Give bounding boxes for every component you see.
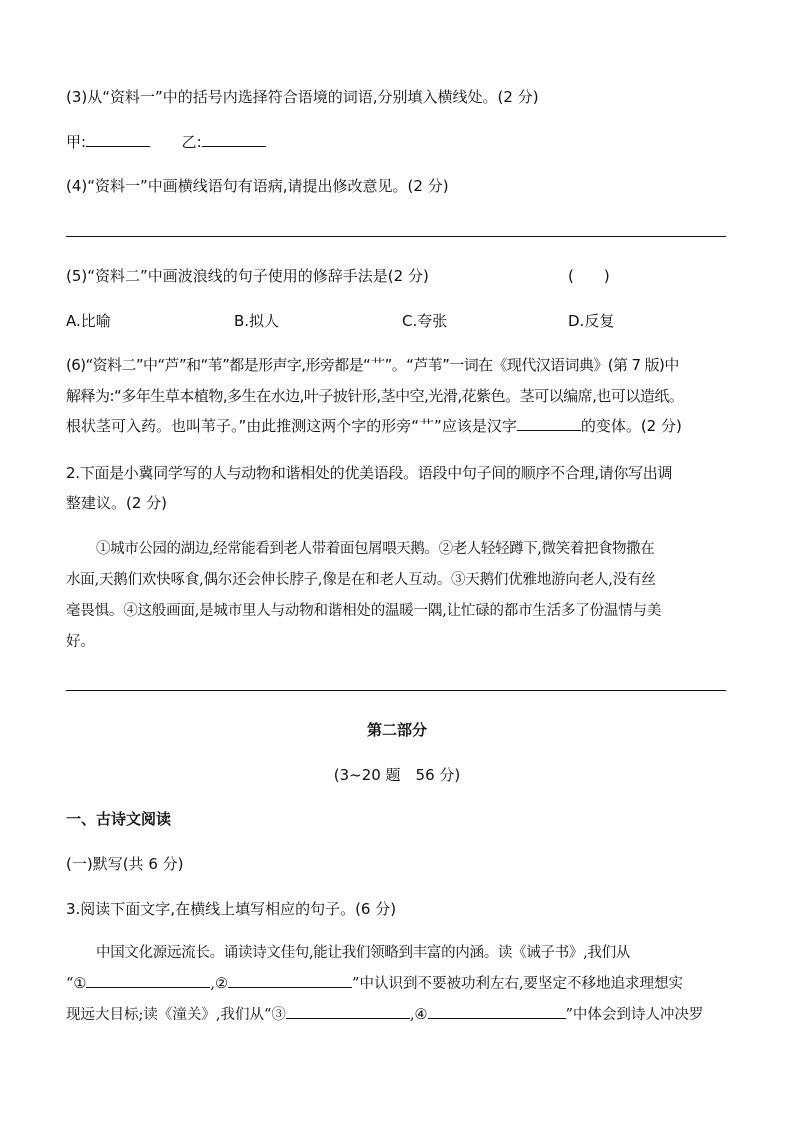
answer-blank-4[interactable] <box>428 1004 566 1019</box>
passage-line-4: 好。 <box>66 634 95 650</box>
answer-blank-q6[interactable] <box>517 416 581 431</box>
question-6-line-3 <box>66 415 730 436</box>
fill-passage-line-2 <box>66 972 683 993</box>
fill-passage-text: “① <box>66 976 87 992</box>
answer-line[interactable] <box>66 236 726 237</box>
fill-passage-line-3 <box>66 1003 703 1024</box>
question-3-prompt: (3)从“资料一”中的括号内选择符合语境的词语,分别填入横线处。(2 分) <box>66 88 539 106</box>
fill-passage-text: ,④ <box>409 1007 428 1023</box>
fill-passage-line-1: 中国文化源远流长。诵读诗文佳句,能让我们领略到丰富的内涵。读《诫子书》,我们从 <box>96 945 631 961</box>
label-yi: 乙: <box>181 133 202 151</box>
option-a[interactable]: A.比喻 <box>66 312 111 330</box>
answer-blank-1[interactable] <box>86 973 210 988</box>
option-d[interactable]: D.反复 <box>568 312 615 330</box>
label-jia: 甲: <box>66 133 87 151</box>
question-4-prompt: (4)“资料一”中画横线语句有语病,请提出修改意见。(2 分) <box>66 177 449 195</box>
fill-passage-text: 现远大目标;读《潼关》,我们从“③ <box>66 1007 286 1023</box>
passage-line-2: 水面,天鹅们欢快啄食,偶尔还会伸长脖子,像是在和老人互动。③天鹅们优雅地游向老人,没有丝 <box>66 572 656 588</box>
answer-blank-2[interactable] <box>228 973 352 988</box>
answer-blank-yi[interactable] <box>202 132 266 147</box>
part-subtitle: (3~20 题 56 分) <box>333 766 461 784</box>
passage-line-1: ①城市公园的湖边,经常能看到老人带着面包屑喂天鹅。②老人轻轻蹲下,微笑着把食物撒在 <box>96 541 655 557</box>
answer-blank-jia[interactable] <box>86 132 150 147</box>
answer-blank-3[interactable] <box>286 1004 410 1019</box>
answer-paren[interactable]: ( ) <box>568 267 610 285</box>
option-c[interactable]: C.夸张 <box>402 312 448 330</box>
question-6-line-2: 解释为:“多年生草本植物,多生在水边,叶子披针形,茎中空,光滑,花紫色。茎可以编席,也可以造纸。 <box>66 387 684 405</box>
section-heading: 一、古诗文阅读 <box>66 810 172 828</box>
question-2-line-1: 2.下面是小冀同学写的人与动物和谐相处的优美语段。语段中句子间的顺序不合理,请你写出调 <box>66 464 673 482</box>
answer-line[interactable] <box>66 690 726 691</box>
question-6-line-3-tail: 的变体。(2 分) <box>580 417 682 435</box>
option-b[interactable]: B.拟人 <box>234 312 280 330</box>
subsection-heading: (一)默写(共 6 分) <box>66 855 184 873</box>
fill-passage-text: ,② <box>210 976 229 992</box>
answer-blanks-row <box>66 131 266 152</box>
question-5-prompt: (5)“资料二”中画波浪线的句子使用的修辞手法是(2 分) <box>66 267 429 285</box>
question-6-line-1: (6)“资料二”中“芦”和“苇”都是形声字,形旁都是“艹”。“芦苇”一词在《现代汉语词典》(第 7 版)中 <box>66 356 679 374</box>
part-title: 第二部分 <box>366 721 427 739</box>
question-3b-prompt: 3.阅读下面文字,在横线上填写相应的句子。(6 分) <box>66 900 397 918</box>
fill-passage-text: ”中认识到不要被功利左右,要坚定不移地追求理想实 <box>352 976 684 992</box>
question-2-line-2: 整建议。(2 分) <box>66 494 168 512</box>
passage-line-3: 毫畏惧。④这般画面,是城市里人与动物和谐相处的温暖一隅,让忙碌的都市生活多了份温情与美 <box>66 603 662 619</box>
question-6-line-3-text: 根状茎可入药。也叫苇子。”由此推测这两个字的形旁“艹”应该是汉字 <box>66 417 517 435</box>
fill-passage-text: ”中体会到诗人冲决罗 <box>565 1007 704 1023</box>
